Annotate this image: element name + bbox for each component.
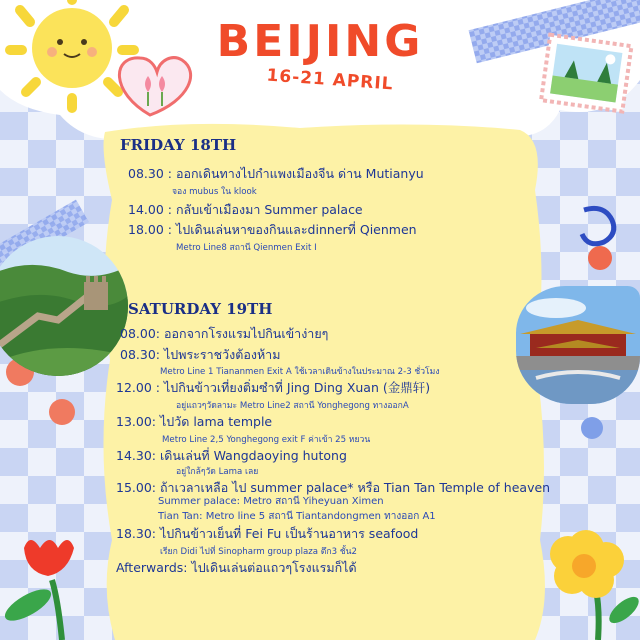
date-range: 16-21 APRIL [265,65,395,95]
schedule-item: 15.00: ถ้าเวลาเหลือ ไป summer palace* หรือ Tian Tan Temple of heaven [116,480,551,495]
item-note: อยู่แถวๆวัดลามะ Metro Line2 สถานี Yonghegong ทางออกA [176,401,409,411]
item-time: 08.30 [128,166,164,181]
schedule-item: 13.00: ไปวัด lama temple [116,414,273,429]
forbidden-city-photo [516,286,640,404]
schedule-item: 08.00: ออกจากโรงแรมไปกินเข้าง่ายๆ [120,326,329,341]
item-text: ไปวัด lama temple [159,414,273,429]
item-text: ออกเดินทางไปกำแพงเมืองจีน ด่าน Mutianyu [175,166,424,181]
schedule-item: 18.30: ไปกินข้าวเย็นที่ Fei Fu เป็นร้านอาหาร seafood [116,526,419,541]
schedule-item: 12.00 : ไปกินข้าวเที่ยงติ่มซำที่ Jing Ding Xuan (金鼎轩) [116,380,431,395]
schedule-item: 08.30: ไปพระราชวังต้องห้าม [120,347,281,362]
blob-decoration [588,246,612,270]
item-note: Metro Line8 สถานี Qienmen Exit I [176,243,317,253]
summer-palace-note: Summer palace: Metro สถานี Yiheyuan Ximen [158,496,384,507]
item-text: ถ้าเวลาเหลือ ไป summer palace* หรือ Tian Tan Temple of heaven [159,480,551,495]
schedule-item: 14.00 : กลับเข้าเมืองมา Summer palace [128,202,363,217]
tian-tan-note: Tian Tan: Metro line 5 สถานี Tiantandongmen ทางออก A1 [158,511,436,522]
item-text: ไปพระราชวังต้องห้าม [163,347,281,362]
item-note: จอง mubus ใน klook [172,187,257,197]
item-time: 08.00 [120,326,156,341]
item-note: Metro Line 1 Tiananmen Exit A ใช้เวลาเดินข้างในประมาณ 2-3 ชั่วโมง [160,367,440,377]
item-text: ไปเดินเล่นหาของกินและdinnerที่ Qienmen [175,222,417,237]
item-time: 18.30 [116,526,152,541]
blob-decoration [581,417,603,439]
item-text: เดินเล่นที่ Wangdaoying hutong [159,448,347,463]
item-time: 13.00 [116,414,152,429]
friday-heading: FRIDAY 18TH [120,136,237,154]
item-text: กลับเข้าเมืองมา Summer palace [175,202,363,217]
schedule-item: 14.30: เดินเล่นที่ Wangdaoying hutong [116,448,347,463]
item-text: ไปกินข้าวเย็นที่ Fei Fu เป็นร้านอาหาร seafood [159,526,419,541]
page-title: BEIJING [216,16,424,67]
item-time: 14.30 [116,448,152,463]
item-note: อยู่ใกล้ๆวัด Lama เลย [176,467,259,477]
schedule-item: 18.00 : ไปเดินเล่นหาของกินและdinnerที่ Qienmen [128,222,417,237]
item-text: ออกจากโรงแรมไปกินเข้าง่ายๆ [163,326,329,341]
item-text: ไปกินข้าวเที่ยงติ่มซำที่ Jing Ding Xuan (金鼎轩) [163,380,431,395]
blob-decoration [49,399,75,425]
item-time: 14.00 [128,202,164,217]
item-time: 08.30 [120,347,156,362]
schedule-item: 08.30 : ออกเดินทางไปกำแพงเมืองจีน ด่าน Mutianyu [128,166,424,181]
afterwards-line: Afterwards: ไปเดินเล่นต่อแถวๆโรงแรมก็ได้ [116,560,357,575]
item-note: Metro Line 2,5 Yonghegong exit F ค่าเข้า 25 หยวน [162,435,371,445]
item-time: 12.00 [116,380,152,395]
item-time: 18.00 [128,222,164,237]
item-time: 15.00 [116,480,152,495]
saturday-heading: SATURDAY 19TH [128,300,273,318]
item-note: เรียก Didi ไปที่ Sinopharm group plaza ตึก3 ชั้น2 [160,547,357,557]
